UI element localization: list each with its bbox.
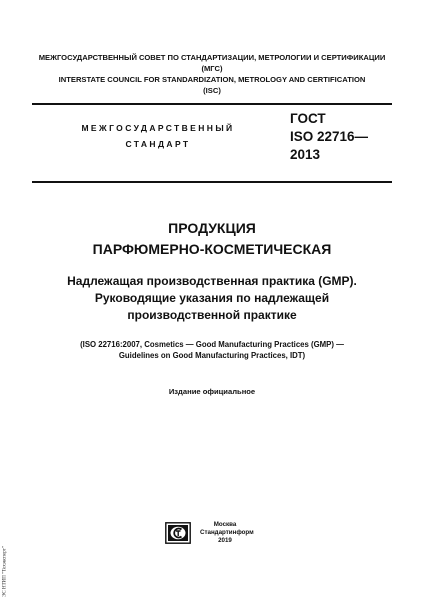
header-rule-bottom [32, 181, 392, 183]
council-abbr-en: (ISC) [203, 86, 221, 95]
council-name-ru: МЕЖГОСУДАРСТВЕННЫЙ СОВЕТ ПО СТАНДАРТИЗАЦИИ, МЕТРОЛОГИИ И СЕРТИФИКАЦИИ [38, 53, 386, 62]
standard-type-line2: СТАНДАРТ [125, 139, 191, 149]
subtitle-line2: Руководящие указания по надлежащей [94, 291, 330, 305]
header-rule-top [32, 103, 392, 105]
council-name-en: INTERSTATE COUNCIL FOR STANDARDIZATION, METROLOGY AND CERTIFICATION [58, 75, 366, 84]
iso-reference-line2: Guidelines on Good Manufacturing Practices, IDT) [118, 351, 306, 360]
iso-reference-line1: (ISO 22716:2007, Cosmetics — Good Manufacturing Practices (GMP) — [80, 340, 344, 349]
gost-number: ISO 22716— [290, 129, 369, 144]
subtitle-line3: производственной практике [127, 308, 297, 322]
standard-type-line1: МЕЖГОСУДАРСТВЕННЫЙ [81, 123, 235, 133]
side-stamp: ЭС НТИП "Техэксперт" [2, 546, 8, 597]
edition-label: Издание официальное [168, 387, 256, 396]
publisher-name: Стандартинформ [200, 529, 254, 536]
subtitle-line1: Надлежащая производственная практика (GMP). [67, 274, 357, 288]
gost-year: 2013 [290, 147, 321, 162]
title-line1: ПРОДУКЦИЯ [168, 220, 256, 236]
council-abbr-ru: (МГС) [201, 64, 223, 73]
title-line2: ПАРФЮМЕРНО-КОСМЕТИЧЕСКАЯ [92, 241, 332, 257]
publisher-city: Москва [213, 521, 237, 528]
gost-label: ГОСТ [290, 111, 326, 126]
standartinform-logo-icon [165, 522, 191, 544]
publisher-year: 2019 [218, 537, 232, 544]
